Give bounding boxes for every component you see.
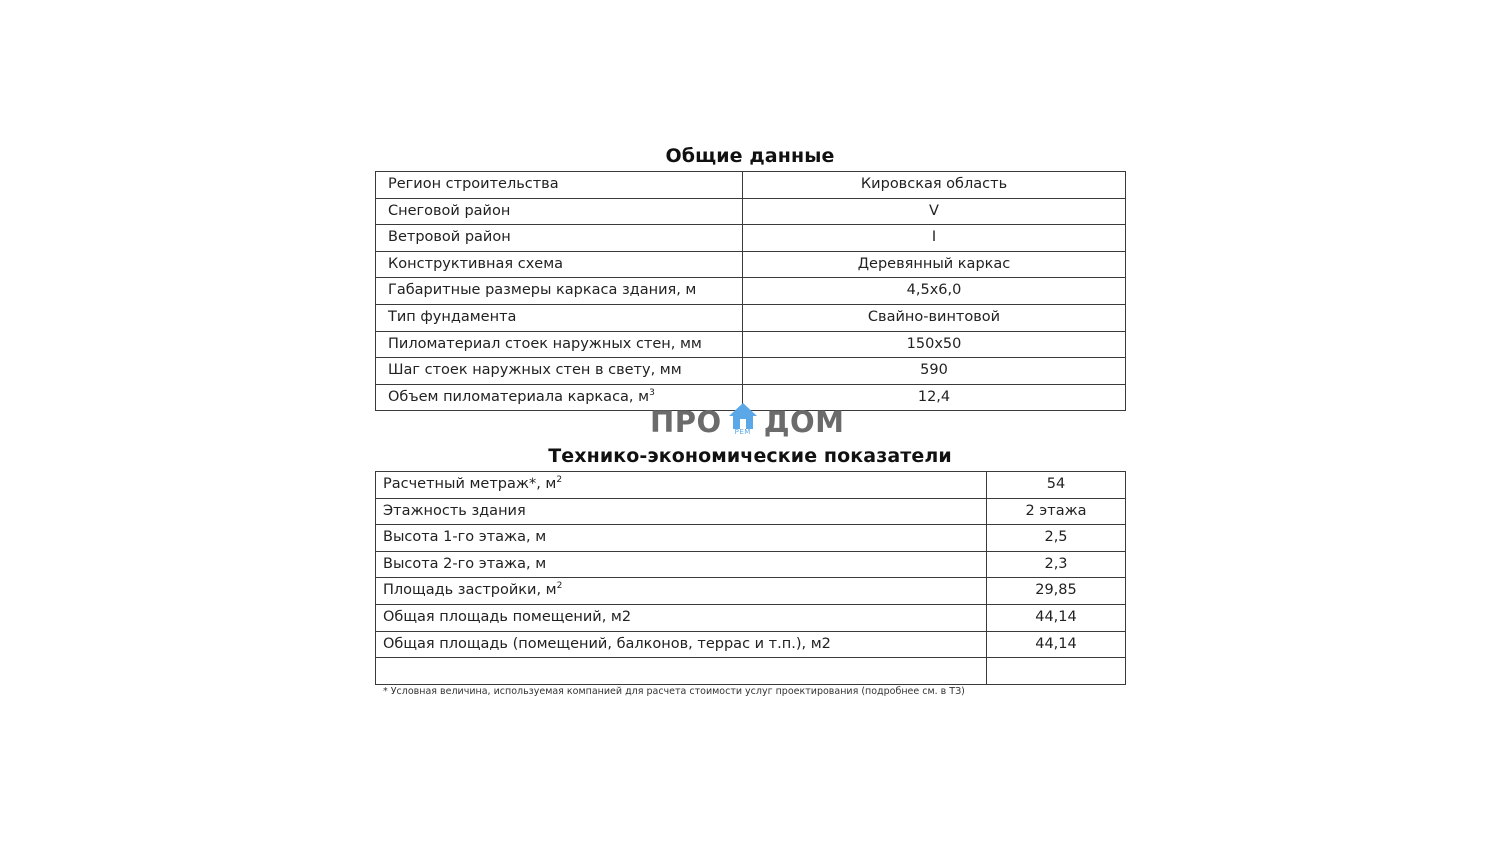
table-row [376, 578, 1126, 605]
table-row [376, 631, 1126, 658]
row-label: Общая площадь помещений, м2 [376, 604, 987, 631]
watermark-text-left: ПРО [650, 405, 722, 439]
row-label-text: Площадь застройки, м [383, 582, 557, 599]
row-value: Свайно-винтовой [743, 304, 1126, 331]
row-label: Габаритные размеры каркаса здания, м [376, 278, 743, 305]
row-label: Конструктивная схема [376, 251, 743, 278]
row-value: 12,4 [743, 384, 1126, 411]
table-row [376, 225, 1126, 252]
unit-superscript: 3 [649, 387, 655, 398]
row-value: 2,3 [987, 551, 1126, 578]
row-value: Деревянный каркас [743, 251, 1126, 278]
row-label [376, 472, 987, 499]
tech-econ-table [375, 471, 1126, 685]
row-label: Снеговой район [376, 198, 743, 225]
row-value: 590 [743, 358, 1126, 385]
house-icon [728, 402, 758, 442]
table-row [376, 331, 1126, 358]
row-label: Регион строительства [376, 172, 743, 199]
row-label-text: Расчетный метраж*, м [383, 476, 557, 492]
row-label: Высота 1-го этажа, м [376, 525, 987, 552]
row-value: 2,5 [987, 525, 1126, 552]
unit-superscript: 2 [556, 581, 563, 592]
table-row [376, 551, 1126, 578]
row-value: 44,14 [987, 604, 1126, 631]
tech-econ-title: Технико-экономические показатели [548, 445, 952, 467]
row-label [376, 578, 987, 605]
unit-superscript: 2 [556, 475, 563, 485]
row-label [376, 658, 987, 685]
table-row [376, 278, 1126, 305]
row-label-text: Объем пиломатериала каркаса, м [388, 388, 650, 405]
general-data-title: Общие данные [665, 145, 835, 167]
row-label: Тип фундамента [376, 304, 743, 331]
table-row-empty [376, 658, 1126, 685]
prodom-watermark-logo [650, 402, 850, 442]
row-label: Высота 2-го этажа, м [376, 551, 987, 578]
row-label: Пиломатериал стоек наружных стен, мм [376, 331, 743, 358]
row-label: Ветровой район [376, 225, 743, 252]
row-value: I [743, 225, 1126, 252]
general-data-table [375, 171, 1126, 411]
row-value: 29,85 [987, 578, 1126, 605]
footnote: * Условная величина, используемая компанией для расчета стоимости услуг проектирования (подробнее см. в ТЗ) [383, 686, 965, 697]
table-row [376, 251, 1126, 278]
row-value: 44,14 [987, 631, 1126, 658]
table-row [376, 498, 1126, 525]
row-label: Этажность здания [376, 498, 987, 525]
row-value: V [743, 198, 1126, 225]
table-row [376, 172, 1126, 199]
table-row [376, 604, 1126, 631]
table-row [376, 525, 1126, 552]
row-value: 150х50 [743, 331, 1126, 358]
row-value: 4,5х6,0 [743, 278, 1126, 305]
row-value: 2 этажа [987, 498, 1126, 525]
row-value [987, 658, 1126, 685]
table-row [376, 358, 1126, 385]
row-label: Шаг стоек наружных стен в свету, мм [376, 358, 743, 385]
row-value: 54 [987, 472, 1126, 499]
row-label: Общая площадь (помещений, балконов, террас и т.п.), м2 [376, 631, 987, 658]
row-value: Кировская область [743, 172, 1126, 199]
watermark-small-text: РЕМ [734, 428, 751, 436]
table-row [376, 198, 1126, 225]
table-row [376, 304, 1126, 331]
table-row [376, 472, 1126, 499]
watermark-text-right: ДОМ [763, 405, 845, 439]
